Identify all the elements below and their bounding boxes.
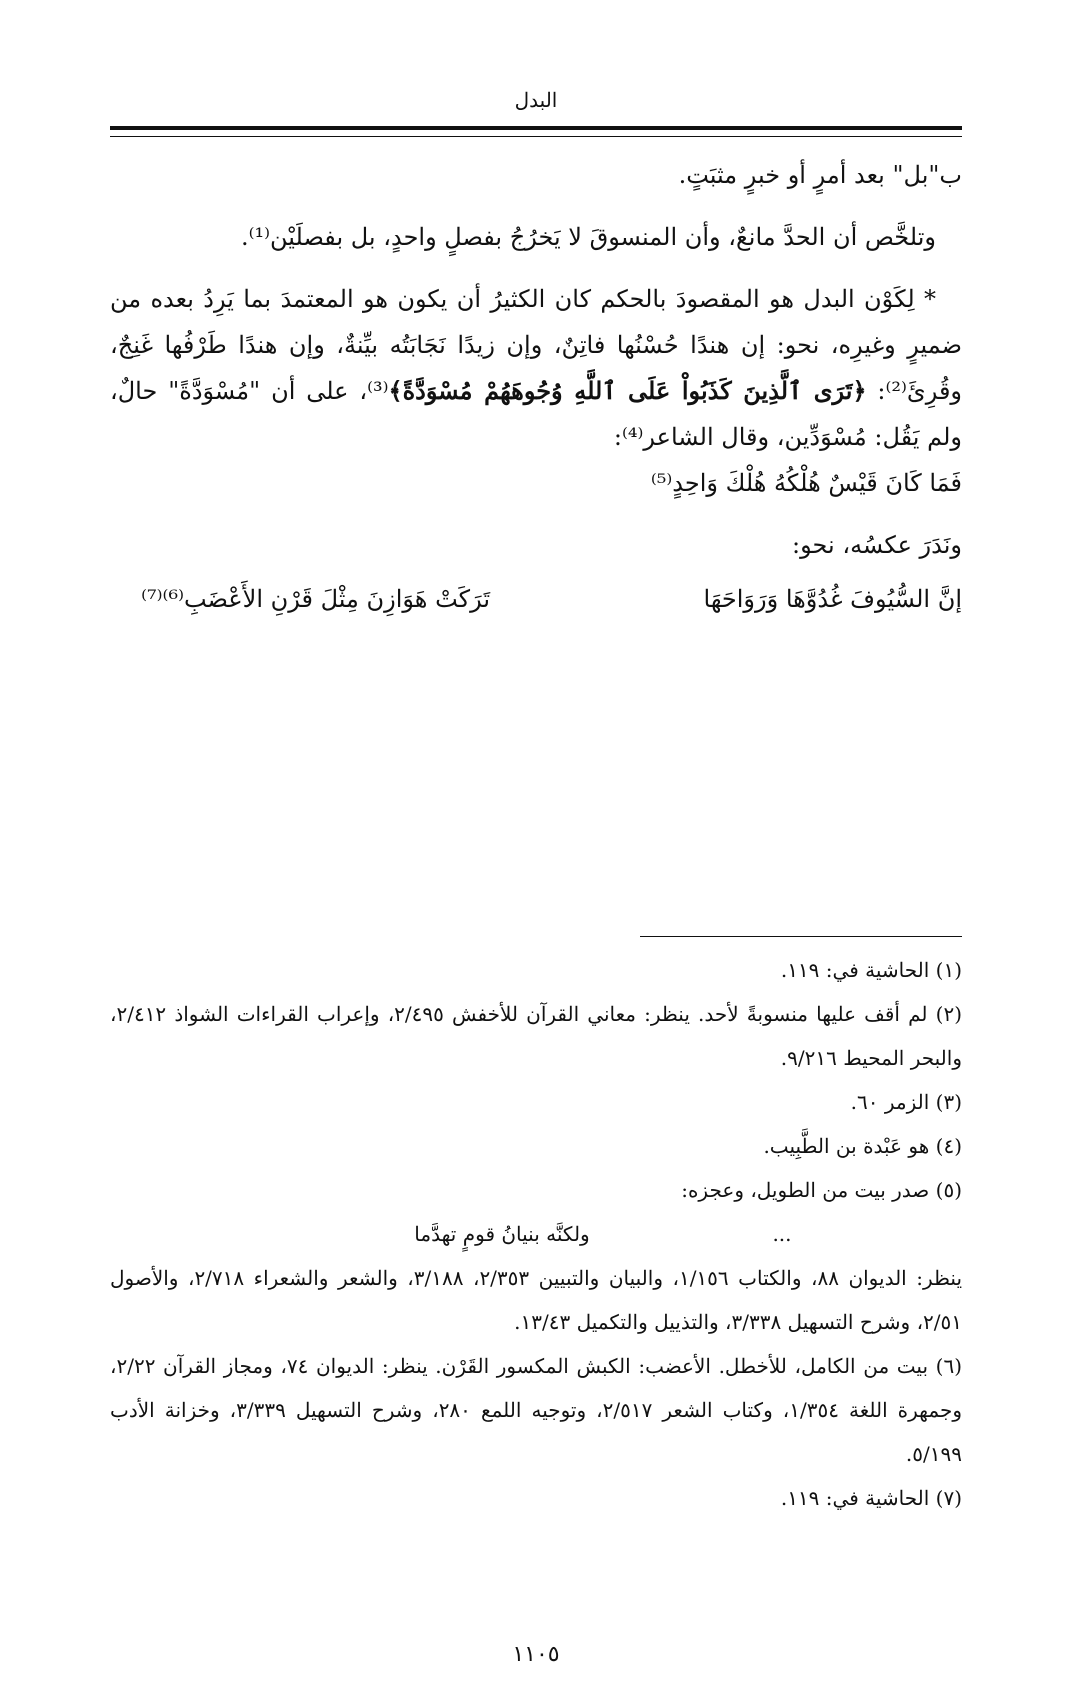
footnote-3: (٣) الزمر ٦٠. bbox=[850, 1090, 962, 1114]
footnote-4: (٤) هو عَبْدة بن الطَّبِيب. bbox=[763, 1134, 962, 1158]
footnotes bbox=[110, 948, 962, 1520]
footnote-7: (٧) الحاشية في: ١١٩. bbox=[780, 1486, 962, 1510]
poetry-verse-1: فَمَا كَانَ قَيْسٌ هُلْكُهُ هُلْكَ وَاحِدٍ⁽⁵⁾ bbox=[650, 469, 962, 497]
paragraph-2: وتلخَّص أن الحدَّ مانعٌ، وأن المنسوقَ لا يَخرُجُ بفصلٍ واحدٍ، بل بفصلَيْن⁽¹⁾. bbox=[240, 223, 936, 251]
paragraph-3-lead: * لِكَوْن البدل هو المقصودَ بالحكم كان الكثيرُ أن يكون هو المعتمدَ بما يَرِدُ بعده من ضميرٍ وغيرِه، نحو: إن هندًا حُسْنُها فاتِنٌ، وإن زيدًا نَجَابَتُه بيِّنةٌ، وإن هندًا طَرْفُها غَنِجٌ، وقُرِئَ⁽²⁾: bbox=[110, 285, 963, 405]
paragraph-3-tail: ⁽³⁾، على أن "مُسْوَدَّةً" حالٌ، ولم يَقُل: مُسْوَدِّين، وقال الشاعر⁽⁴⁾: bbox=[110, 377, 962, 451]
page-number: ١١٠٥ bbox=[512, 1642, 560, 1667]
paragraph-3 bbox=[110, 276, 962, 460]
paragraph-4: ونَدَرَ عكسُه، نحو: bbox=[792, 531, 962, 559]
running-header: البدل bbox=[514, 88, 558, 112]
footnote-5-verse-second: ولكنَّه بنيانُ قومٍ تهدَّما bbox=[414, 1222, 590, 1246]
footnote-2: (٢) لم أقف عليها منسوبةً لأحد. ينظر: معاني القرآن للأخفش ٢/٤٩٥، وإعراب القراءات الشواذ ٢/٤١٢، والبحر المحيط ٩/٢١٦. bbox=[110, 1002, 962, 1070]
paragraph-1: ب"بل" بعد أمرٍ أو خبرٍ مثبَتٍ. bbox=[678, 161, 962, 189]
footnote-1: (١) الحاشية في: ١١٩. bbox=[780, 958, 962, 982]
couplet-second-hemistich: تَرَكَتْ هَوَازِنَ مِثْلَ قَرْنِ الأَعْضَبِ⁽⁶⁾⁽⁷⁾ bbox=[141, 585, 490, 613]
footnote-5-verse bbox=[110, 1212, 962, 1256]
couplet-first-hemistich: إنَّ السُّيُوفَ غُدُوَّهَا وَرَوَاحَهَا bbox=[703, 585, 962, 613]
quran-quote: ﴿تَرَى ٱلَّذِينَ كَذَبُواْ عَلَى ٱللَّهِ وُجُوهَهُمْ مُسْوَدَّةً﴾ bbox=[388, 376, 867, 405]
footnote-separator bbox=[640, 936, 962, 937]
footnote-6: (٦) بيت من الكامل، للأخطل. الأعضب: الكبش المكسور القَرْن. ينظر: الديوان ٧٤، ومجاز القرآن ٢/٢٢، وجمهرة اللغة ١/٣٥٤، وكتاب الشعر ٢/٥١٧، وتوجيه اللمع ٢٨٠، وشرح التسهيل ٣/٣٣٩، وخزانة الأدب ٥/١٩٩. bbox=[110, 1354, 963, 1466]
footnote-5-verse-first: ... bbox=[772, 1222, 792, 1246]
main-text bbox=[110, 152, 962, 622]
footnote-5-references: ينظر: الديوان ٨٨، والكتاب ١/١٥٦، والبيان والتبيين ٢/٣٥٣، ٣/١٨٨، والشعر والشعراء ٢/٧١٨، والأصول ٢/٥١، وشرح التسهيل ٣/٣٣٨، والتذييل والتكميل ١٣/٤٣. bbox=[110, 1266, 963, 1334]
poetry-couplet bbox=[110, 576, 962, 622]
footnote-5: (٥) صدر بيت من الطويل، وعجزه: bbox=[681, 1178, 962, 1202]
header-rule-thick bbox=[110, 126, 962, 130]
header-rule-thin bbox=[110, 136, 962, 137]
